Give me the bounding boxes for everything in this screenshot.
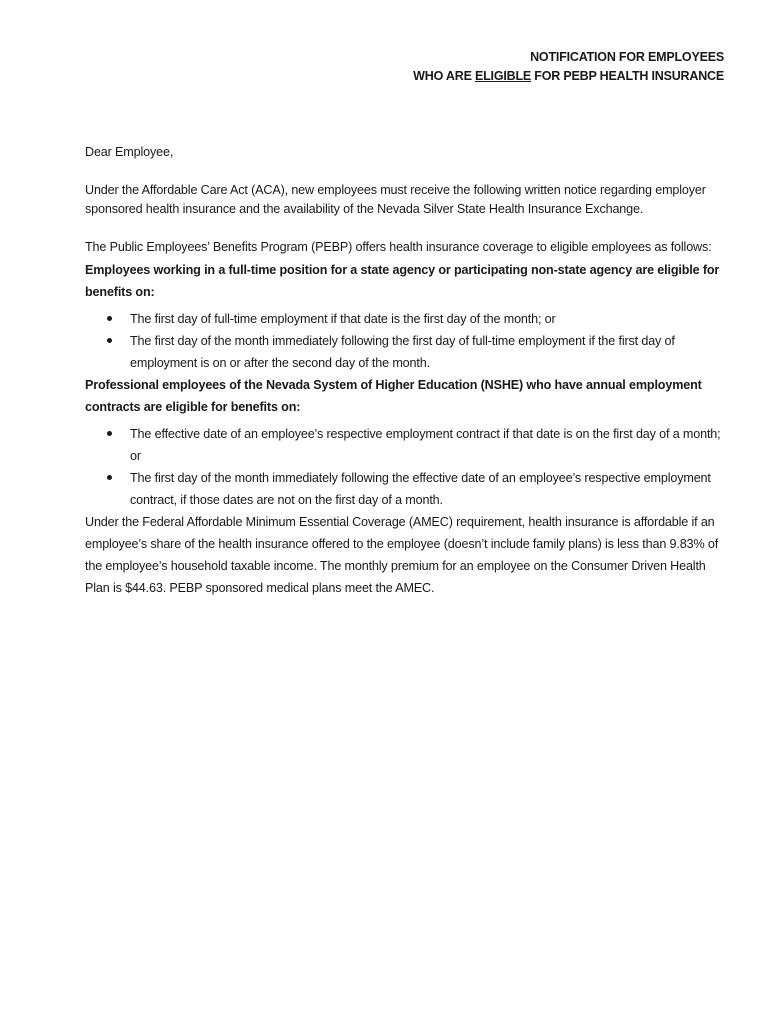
section-nshe-list xyxy=(85,423,730,511)
section-state-heading: Employees working in a full-time position for a state agency or participating non-state agency are eligible for benefits on: xyxy=(85,263,720,299)
heading-line-2 xyxy=(413,67,724,86)
salutation: Dear Employee, xyxy=(85,145,174,159)
list-item: The effective date of an employee’s respective employment contract if that date is on the first day of a month; or xyxy=(85,423,730,467)
paragraph-pebp: The Public Employees’ Benefits Program (PEBP) offers health insurance coverage to eligible employees as follows: xyxy=(85,240,712,254)
heading-eligible-underlined: ELIGIBLE xyxy=(474,69,532,83)
list-item: The first day of full-time employment if that date is the first day of the month; or xyxy=(85,308,730,330)
notice-heading xyxy=(413,48,724,86)
letter-body xyxy=(85,143,730,599)
section-state-list xyxy=(85,308,730,374)
list-item: The first day of the month immediately following the effective date of an employee’s respective employment contract, if those dates are not on the first day of a month. xyxy=(85,467,730,511)
list-item: The first day of the month immediately following the first day of full-time employment if the first day of employment is on or after the second day of the month. xyxy=(85,330,730,374)
paragraph-amec: Under the Federal Affordable Minimum Essential Coverage (AMEC) requirement, health insurance is affordable if an employee’s share of the health insurance offered to the employee (doesn’t include family plans) is less than 9.83% of the employee’s household taxable income. The monthly premium for an employee on the Consumer Driven Health Plan is $44.63. PEBP sponsored medical plans meet the AMEC. xyxy=(85,515,719,595)
heading-line-2-suffix: FOR PEBP HEALTH INSURANCE xyxy=(531,69,724,83)
section-nshe-heading: Professional employees of the Nevada System of Higher Education (NSHE) who have annual employment contracts are eligible for benefits on: xyxy=(85,378,702,414)
heading-line-1: NOTIFICATION FOR EMPLOYEES xyxy=(530,50,724,64)
paragraph-aca: Under the Affordable Care Act (ACA), new employees must receive the following written notice regarding employer sponsored health insurance and the availability of the Nevada Silver State Health Insurance Exchange. xyxy=(85,183,706,216)
heading-line-2-prefix: WHO ARE xyxy=(413,69,475,83)
